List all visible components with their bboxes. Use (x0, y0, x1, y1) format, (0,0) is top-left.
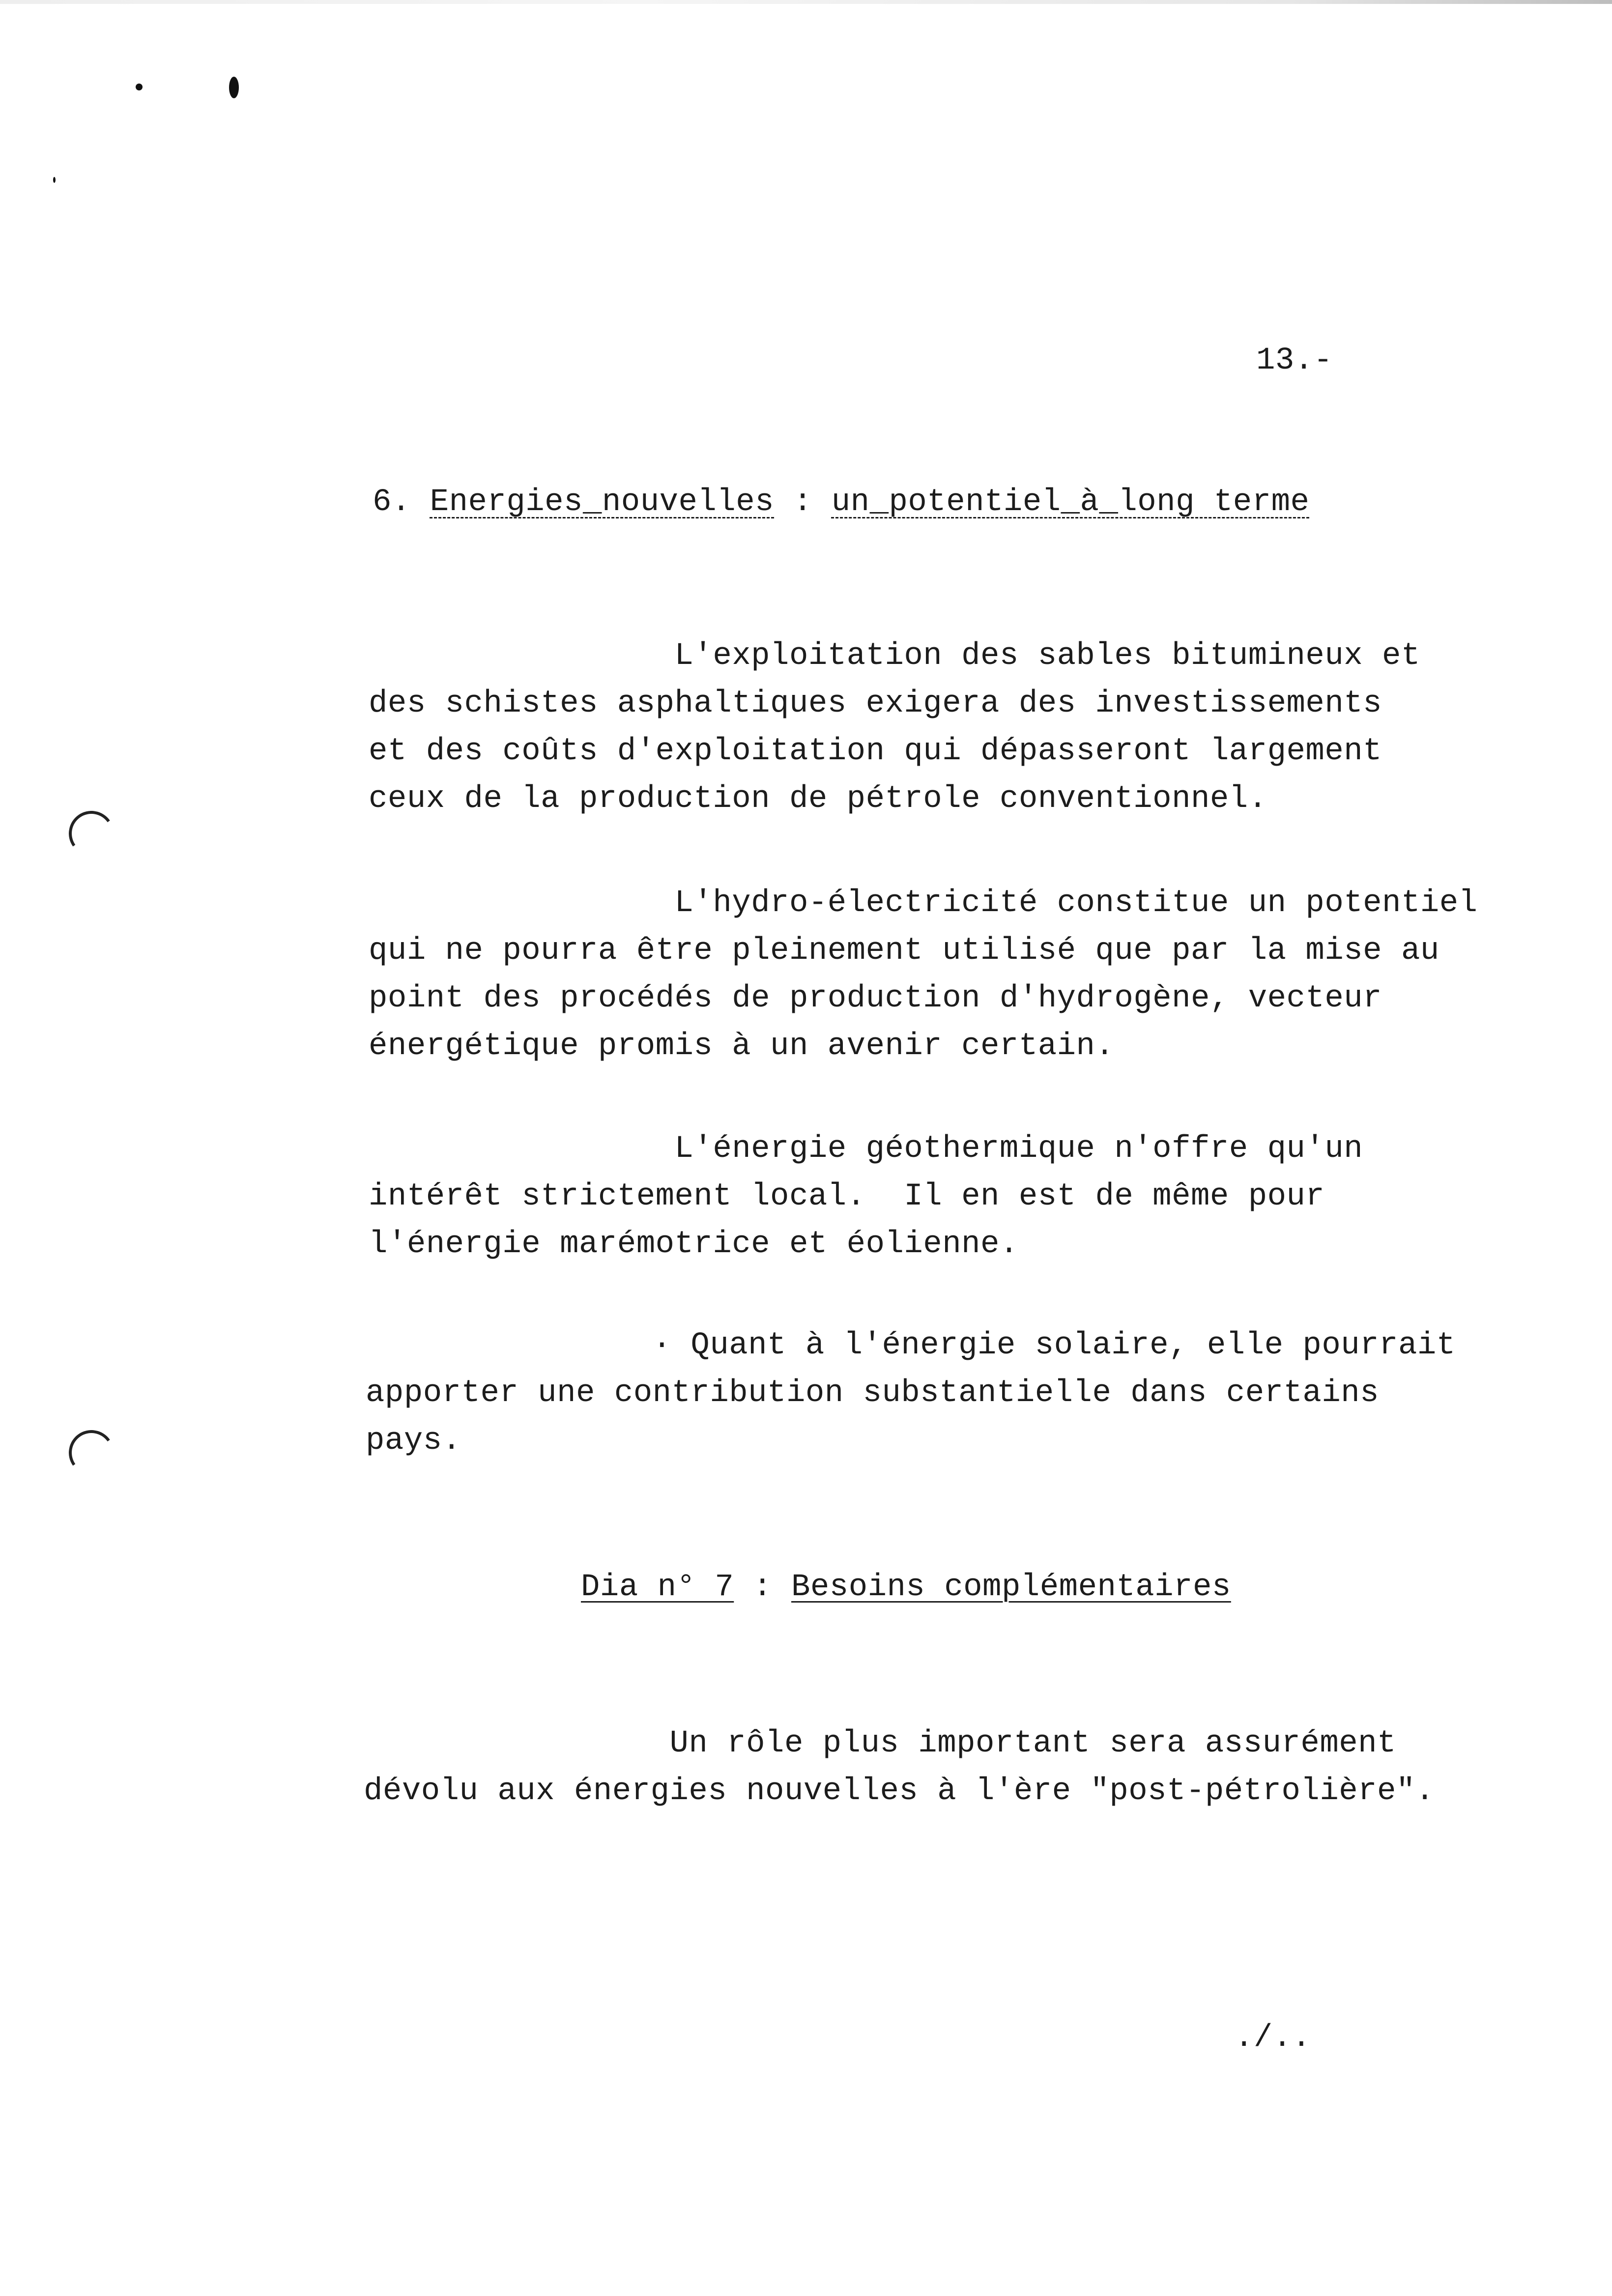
paragraph-post-petroliere (364, 1720, 1435, 1815)
page-number: 13.- (1256, 343, 1333, 378)
paragraph-line: qui ne pourra être pleinement utilisé que par la mise au (369, 933, 1439, 969)
paragraph-line: l'énergie marémotrice et éolienne. (369, 1227, 1019, 1262)
scan-mark (136, 84, 143, 90)
dia-subheading (581, 1572, 1231, 1603)
punch-hole-mark (65, 807, 118, 860)
paragraph-line: L'exploitation des sables bitumineux et (674, 638, 1420, 674)
paragraph-line: dévolu aux énergies nouvelles à l'ère "post-pétrolière". (364, 1774, 1435, 1809)
paragraph-line: et des coûts d'exploitation qui dépasseront largement (369, 734, 1382, 769)
paragraph-line: L'hydro-électricité constitue un potentiel (674, 886, 1478, 921)
scan-mark (53, 177, 56, 183)
paragraph-indent (366, 1328, 653, 1363)
paragraph-line: · Quant à l'énergie solaire, elle pourrait (652, 1328, 1456, 1363)
scan-mark (229, 77, 239, 98)
paragraph-solaire (366, 1322, 1456, 1465)
dia-label: Dia n° 7 (581, 1570, 734, 1605)
paragraph-indent (369, 638, 675, 674)
dia-title: Besoins complémentaires (791, 1570, 1231, 1605)
paragraph-line: des schistes asphaltiques exigera des investissements (369, 686, 1382, 721)
paragraph-line: intérêt strictement local. Il en est de même pour (369, 1179, 1325, 1214)
punch-hole-mark (65, 1427, 118, 1479)
paragraph-sables-bitumineux (369, 632, 1420, 823)
paragraph-hydro-electricite (369, 880, 1478, 1070)
section-heading (373, 487, 1309, 518)
section-separator: : (774, 485, 832, 520)
scan-top-edge (0, 0, 1612, 4)
paragraph-line: L'énergie géothermique n'offre qu'un (674, 1131, 1363, 1167)
paragraph-line: point des procédés de production d'hydrogène, vecteur (369, 981, 1382, 1016)
paragraph-line: pays. (366, 1423, 461, 1459)
section-subtitle: un_potentiel_à_long terme (831, 485, 1310, 520)
section-number: 6. (373, 485, 430, 520)
continuation-mark: ./.. (1235, 2020, 1311, 2056)
paragraph-indent (369, 886, 675, 921)
paragraph-line: Un rôle plus important sera assurément (669, 1726, 1396, 1761)
paragraph-line: ceux de la production de pétrole conventionnel. (369, 781, 1267, 817)
section-title: Energies_nouvelles (430, 485, 775, 520)
dia-separator: : (734, 1570, 791, 1605)
paragraph-indent (364, 1726, 670, 1761)
paragraph-geothermique (369, 1125, 1363, 1268)
paragraph-indent (369, 1131, 675, 1167)
paragraph-line: apporter une contribution substantielle dans certains (366, 1376, 1380, 1411)
paragraph-line: énergétique promis à un avenir certain. (369, 1029, 1115, 1064)
